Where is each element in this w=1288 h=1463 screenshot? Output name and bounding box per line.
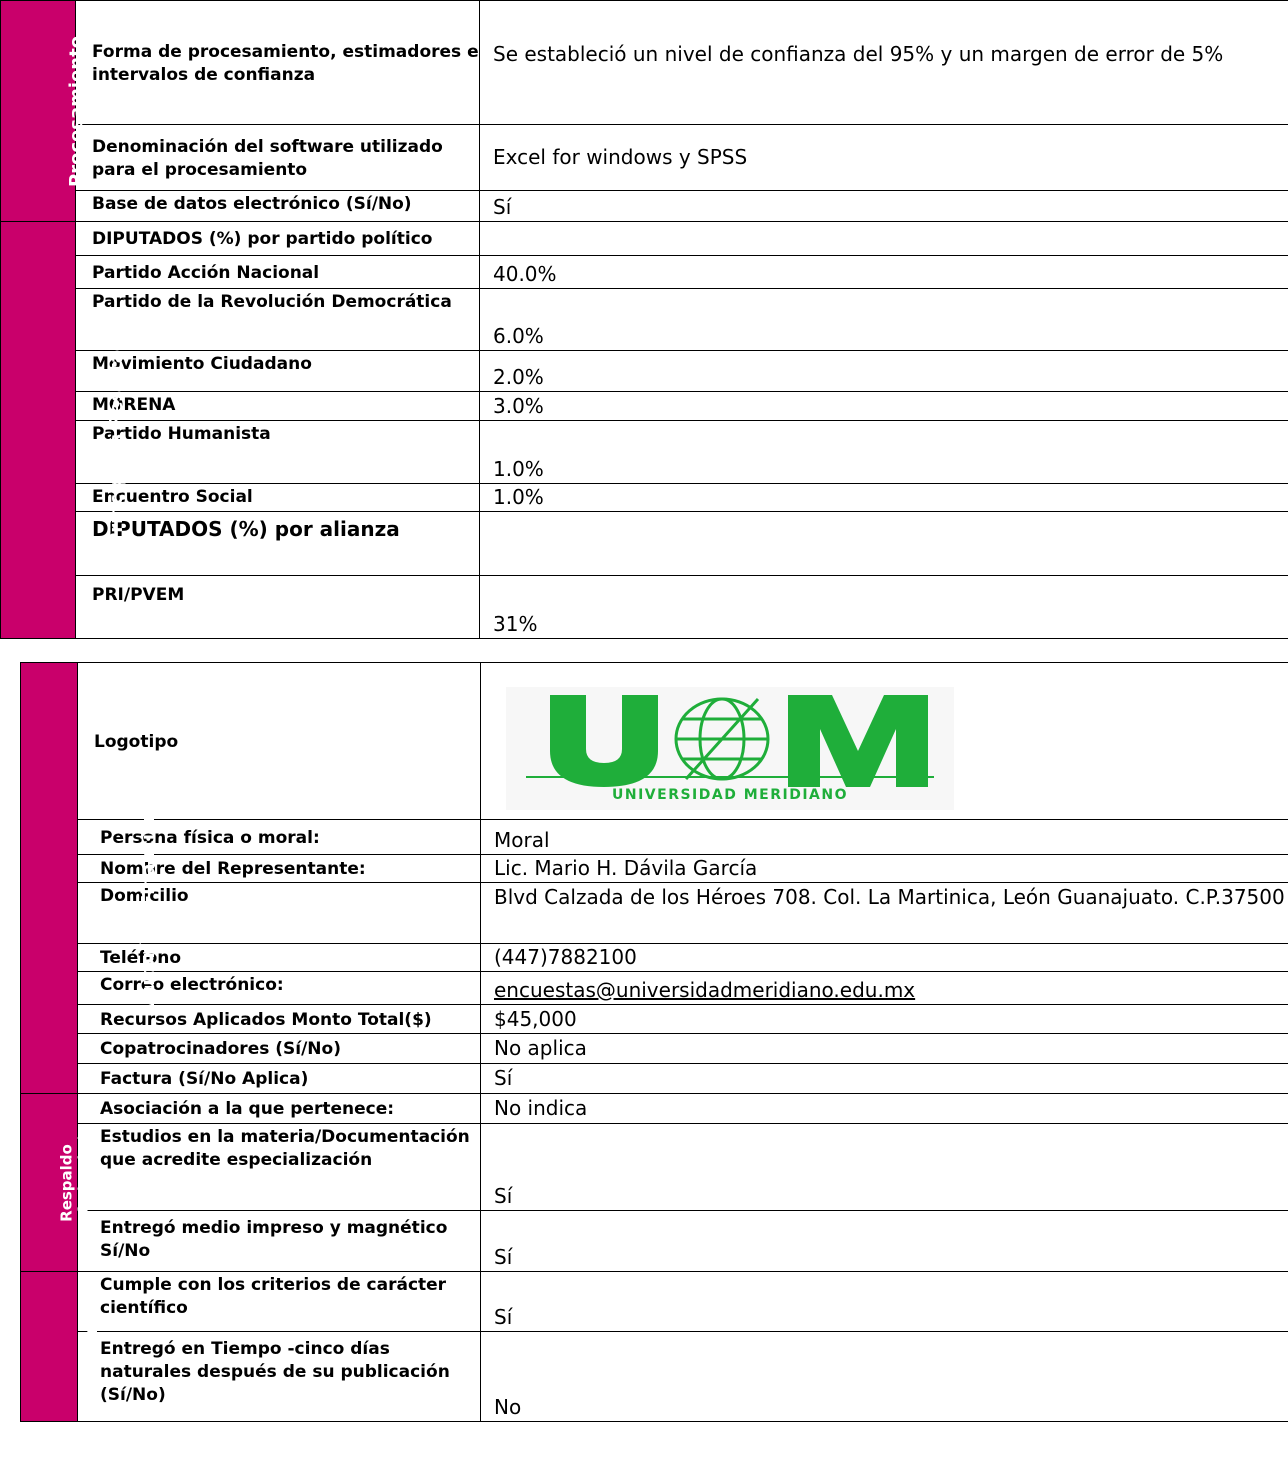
value-prd: 6.0% — [480, 289, 1288, 351]
label-phone: Teléfono — [78, 944, 481, 972]
value-representative: Lic. Mario H. Dávila García — [481, 855, 1288, 883]
label-morena: MORENA — [76, 392, 480, 421]
label-deputies-party: DIPUTADOS (%) por partido político — [76, 222, 480, 256]
label-pri-pvem: PRI/PVEM — [76, 576, 480, 639]
label-mc: Movimiento Ciudadano — [76, 351, 480, 392]
label-association: Asociación a la que pertenece: — [78, 1094, 481, 1124]
section-compliance: Cumplimiento — [21, 1272, 78, 1422]
value-invoice: Sí — [481, 1064, 1288, 1094]
logo-caption: UNIVERSIDAD MERIDIANO — [612, 787, 848, 803]
label-resources: Recursos Aplicados Monto Total($) — [78, 1005, 481, 1034]
university-logo — [506, 687, 954, 810]
value-studies: Sí — [481, 1124, 1288, 1211]
value-deputies-alliance — [480, 512, 1288, 576]
label-logo: Logotipo — [78, 663, 481, 820]
label-database: Base de datos electrónico (Sí/No) — [76, 191, 480, 222]
value-es: 1.0% — [480, 484, 1288, 512]
value-sponsors: No aplica — [481, 1034, 1288, 1064]
value-pan: 40.0% — [480, 256, 1288, 289]
value-phone: (447)7882100 — [481, 944, 1288, 972]
label-sponsors: Copatrocinadores (Sí/No) — [78, 1034, 481, 1064]
value-person-type: Moral — [481, 820, 1288, 855]
label-es: Encuentro Social — [76, 484, 480, 512]
section-results: Principales Resultados — [1, 222, 76, 639]
label-email: Correo electrónico: — [78, 972, 481, 1005]
processing-results-table — [0, 0, 1288, 639]
section-authorship: Autoría y Financiamiento — [21, 663, 78, 1094]
value-criteria: Sí — [481, 1272, 1288, 1332]
label-prd: Partido de la Revolución Democrática — [76, 289, 480, 351]
value-database: Sí — [480, 191, 1288, 222]
label-representative: Nombre del Representante: — [78, 855, 481, 883]
label-on-time: Entregó en Tiempo -cinco días naturales después de su publicación (Sí/No) — [78, 1332, 481, 1422]
authorship-table — [20, 662, 1288, 1422]
label-ph: Partido Humanista — [76, 421, 480, 484]
value-deputies-party — [480, 222, 1288, 256]
logo-cell — [481, 663, 1288, 820]
section-support: Respaldo profesional y/o — [21, 1094, 78, 1272]
label-address: Domicilio — [78, 883, 481, 944]
value-resources: $45,000 — [481, 1005, 1288, 1034]
section-processing: Procesamiento — [1, 1, 76, 222]
label-criteria: Cumple con los criterios de carácter científico — [78, 1272, 481, 1332]
label-studies: Estudios en la materia/Documentación que acredite especialización — [78, 1124, 481, 1211]
value-ph: 1.0% — [480, 421, 1288, 484]
university-logo-icon — [506, 687, 954, 810]
value-media: Sí — [481, 1211, 1288, 1272]
label-pan: Partido Acción Nacional — [76, 256, 480, 289]
value-pri-pvem: 31% — [480, 576, 1288, 639]
value-mc: 2.0% — [480, 351, 1288, 392]
value-association: No indica — [481, 1094, 1288, 1124]
label-media: Entregó medio impreso y magnético Sí/No — [78, 1211, 481, 1272]
label-deputies-alliance: DIPUTADOS (%) por alianza — [76, 512, 480, 576]
label-person-type: Persona física o moral: — [78, 820, 481, 855]
email-link[interactable]: encuestas@universidadmeridiano.edu.mx — [481, 972, 1288, 1005]
label-invoice: Factura (Sí/No Aplica) — [78, 1064, 481, 1094]
value-software: Excel for windows y SPSS — [480, 125, 1288, 191]
label-processing-method: Forma de procesamiento, estimadores e intervalos de confianza — [76, 1, 480, 125]
value-address: Blvd Calzada de los Héroes 708. Col. La Martinica, León Guanajuato. C.P.37500 — [481, 883, 1288, 944]
value-on-time: No — [481, 1332, 1288, 1422]
value-processing-method: Se estableció un nivel de confianza del 95% y un margen de error de 5% — [480, 1, 1288, 125]
value-morena: 3.0% — [480, 392, 1288, 421]
label-software: Denominación del software utilizado para el procesamiento — [76, 125, 480, 191]
